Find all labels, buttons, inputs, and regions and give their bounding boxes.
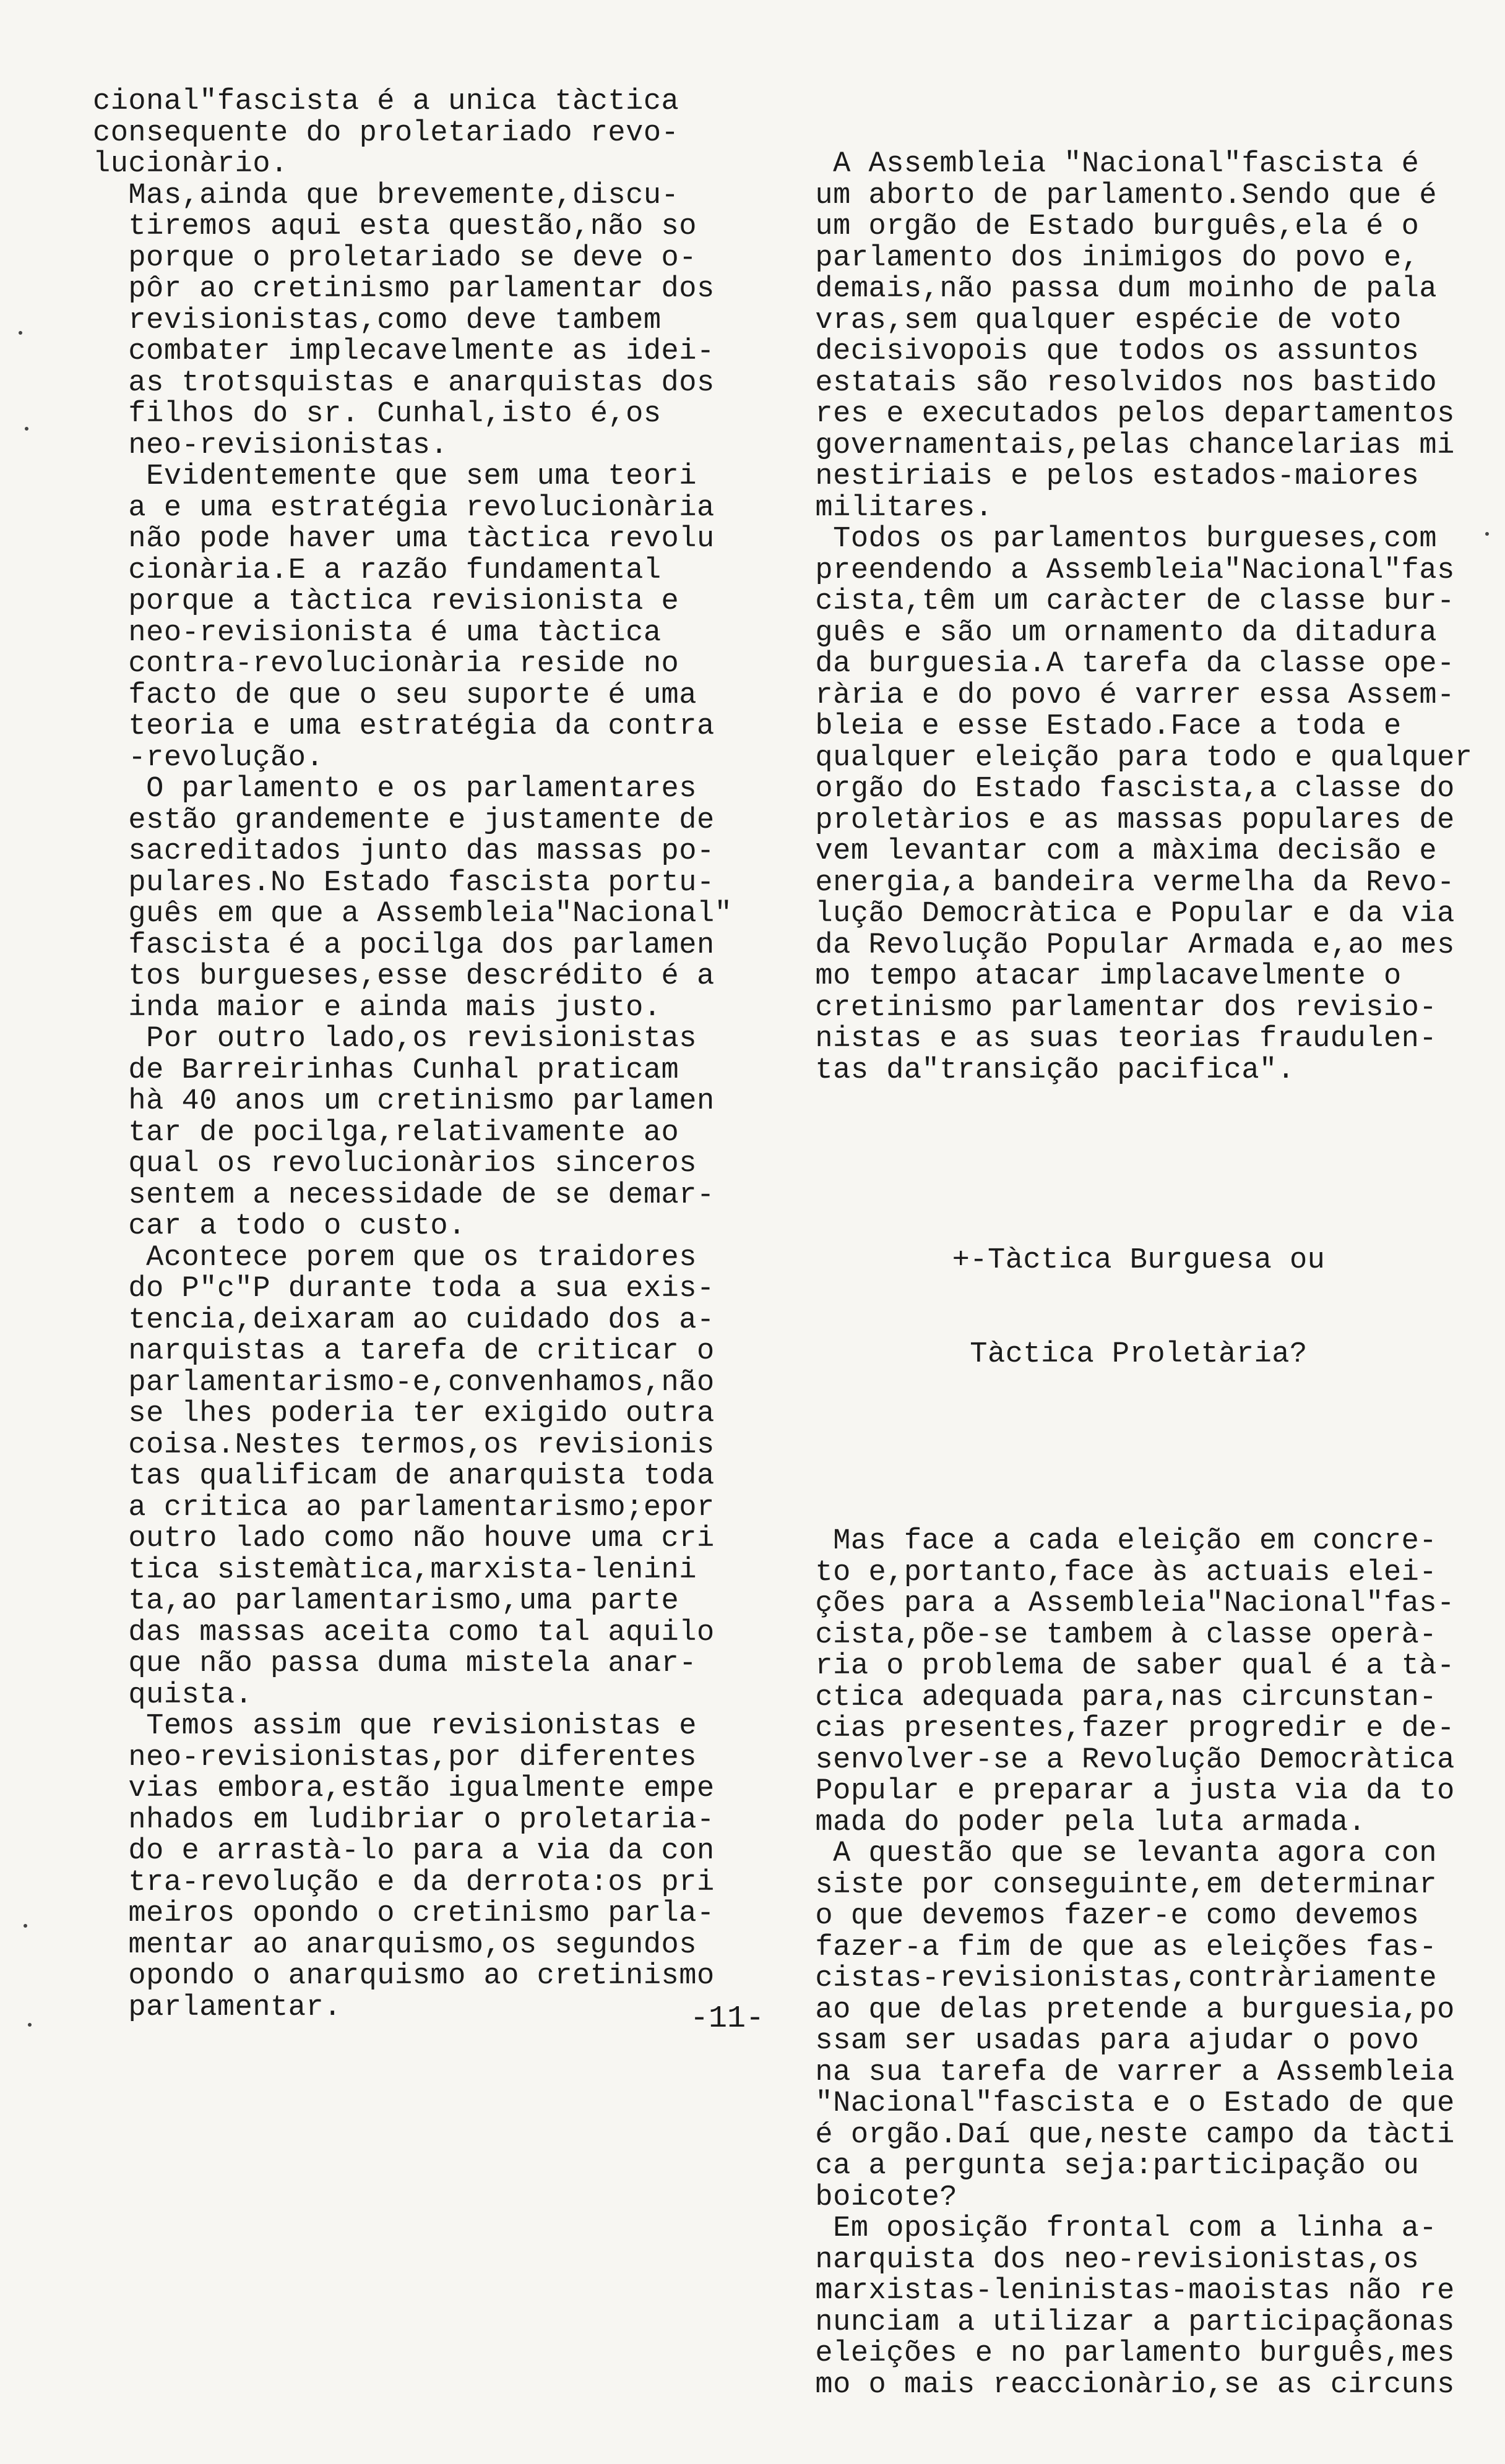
text-line: proletàrios e as massas populares de xyxy=(780,804,1455,837)
text-line: cistas-revisionistas,contràriamente xyxy=(780,1962,1438,1995)
text-line: rària e do povo é varrer essa Assem- xyxy=(780,679,1455,712)
text-line: a critica ao parlamentarismo;epor xyxy=(93,1491,715,1524)
text-line: Por outro lado,os revisionistas xyxy=(93,1023,697,1055)
text-line: vem levantar com a màxima decisão e xyxy=(780,835,1438,868)
print-speck xyxy=(1485,532,1489,536)
text-line: tas qualificam de anarquista toda xyxy=(93,1460,715,1493)
text-line: orgão do Estado fascista,a classe do xyxy=(780,773,1455,805)
text-line: mo o mais reaccionàrio,se as circuns xyxy=(780,2368,1455,2402)
text-line: Acontece porem que os traidores xyxy=(93,1241,697,1274)
text-line: que não passa duma mistela anar- xyxy=(93,1647,697,1680)
text-line: decisivopois que todos os assuntos xyxy=(780,335,1420,368)
text-line: outro lado como não houve uma cri xyxy=(93,1522,715,1555)
right-column-bottom-text xyxy=(780,1526,1498,2401)
text-line: do e arrastà-lo para a via da con xyxy=(93,1835,715,1868)
text-line: tar de pocilga,relativamente ao xyxy=(93,1116,679,1149)
text-line: neo-revisionistas. xyxy=(93,429,449,462)
text-line: porque o proletariado se deve o- xyxy=(93,241,697,275)
text-line: hà 40 anos um cretinismo parlamen xyxy=(93,1085,715,1118)
text-line: governamentais,pelas chancelarias mi xyxy=(780,429,1455,462)
text-line: neo-revisionista é uma tàctica xyxy=(93,616,662,650)
text-line: na sua tarefa de varrer a Assembleia xyxy=(780,2056,1455,2089)
text-line: guês e são um ornamento da ditadura xyxy=(780,616,1438,650)
text-line: lução Democràtica e Popular e da via xyxy=(780,898,1455,930)
text-line: sentem a necessidade de se demar- xyxy=(93,1178,715,1212)
text-line: bleia e esse Estado.Face a toda e xyxy=(780,710,1402,743)
text-line: "Nacional"fascista e o Estado de que xyxy=(780,2087,1455,2120)
text-line: pulares.No Estado fascista portu- xyxy=(93,866,715,899)
text-line: revisionistas,como deve tambem xyxy=(93,304,662,337)
page-number: -11- xyxy=(690,2001,765,2037)
right-column-top-text xyxy=(780,149,1498,1086)
text-line: pôr ao cretinismo parlamentar dos xyxy=(93,273,715,306)
text-line: as trotsquistas e anarquistas dos xyxy=(93,366,715,400)
text-line: do P"c"P durante toda a sua exis- xyxy=(93,1273,715,1305)
text-line: tos burgueses,esse descrédito é a xyxy=(93,960,715,993)
text-line: lucionàrio. xyxy=(93,148,288,181)
text-line: neo-revisionistas,por diferentes xyxy=(93,1741,697,1774)
text-line: ctica adequada para,nas circunstan- xyxy=(780,1681,1438,1714)
text-line: parlamentar. xyxy=(93,1991,342,2024)
text-line: inda maior e ainda mais justo. xyxy=(93,991,662,1024)
text-line: ca a pergunta seja:participação ou xyxy=(780,2150,1420,2183)
text-line: das massas aceita como tal aquilo xyxy=(93,1616,715,1649)
print-speck xyxy=(24,1924,27,1928)
text-line: da Revolução Popular Armada e,ao mes xyxy=(780,929,1455,962)
text-line: um aborto de parlamento.Sendo que é xyxy=(780,179,1438,212)
print-speck xyxy=(25,427,28,431)
text-line: mada do poder pela luta armada. xyxy=(780,1806,1366,1839)
print-speck xyxy=(19,331,22,335)
text-line: sacreditados junto das massas po- xyxy=(93,835,715,868)
text-line: ssam ser usadas para ajudar o povo xyxy=(780,2025,1420,2058)
text-line: tra-revolução e da derrota:os pri xyxy=(93,1866,715,1899)
text-line: ria o problema de saber qual é a tà- xyxy=(780,1650,1455,1683)
text-line: estatais são resolvidos nos bastido xyxy=(780,366,1438,400)
text-line: militares. xyxy=(780,491,993,525)
text-line: nestiriais e pelos estados-maiores xyxy=(780,460,1420,493)
text-line: porque a tàctica revisionista e xyxy=(93,585,679,618)
text-line: se lhes poderia ter exigido outra xyxy=(93,1397,715,1430)
text-line: tas da"transição pacifica". xyxy=(780,1054,1295,1087)
section-heading-line-2: Tàctica Proletària? xyxy=(970,1337,1308,1371)
text-line: A questão que se levanta agora con xyxy=(780,1837,1438,1870)
text-line: a e uma estratégia revolucionària xyxy=(93,491,715,525)
text-line: Temos assim que revisionistas e xyxy=(93,1710,697,1743)
text-line: Em oposição frontal com a linha a- xyxy=(780,2212,1438,2245)
text-line: teoria e uma estratégia da contra xyxy=(93,710,715,743)
text-line: narquistas a tarefa de criticar o xyxy=(93,1335,715,1368)
text-line: mentar ao anarquismo,os segundos xyxy=(93,1928,697,1962)
text-line: senvolver-se a Revolução Democràtica xyxy=(780,1743,1455,1777)
text-line: coisa.Nestes termos,os revisionis xyxy=(93,1428,715,1462)
text-line: ao que delas pretende a burguesia,po xyxy=(780,1993,1455,2027)
text-line: cretinismo parlamentar dos revisio- xyxy=(780,991,1438,1024)
text-line: parlamento dos inimigos do povo e, xyxy=(780,241,1420,275)
text-line: facto de que o seu suporte é uma xyxy=(93,679,697,712)
text-line: meiros opondo o cretinismo parla- xyxy=(93,1897,715,1930)
text-line: guês em que a Assembleia"Nacional" xyxy=(93,898,733,930)
text-line: marxistas-leninistas-maoistas não re xyxy=(780,2275,1455,2307)
text-line: filhos do sr. Cunhal,isto é,os xyxy=(93,398,662,431)
text-line: nunciam a utilizar a participaçãonas xyxy=(780,2306,1455,2339)
right-column xyxy=(780,87,1498,2463)
text-line: Popular e preparar a justa via da to xyxy=(780,1775,1455,1808)
text-line: preendendo a Assembleia"Nacional"fas xyxy=(780,554,1455,587)
text-line: vias embora,estão igualmente empe xyxy=(93,1772,715,1805)
left-column xyxy=(93,87,749,2024)
text-line: cional"fascista é a unica tàctica xyxy=(93,85,679,118)
text-line: tencia,deixaram ao cuidado dos a- xyxy=(93,1303,715,1337)
text-line: energia,a bandeira vermelha da Revo- xyxy=(780,866,1455,899)
text-line: de Barreirinhas Cunhal praticam xyxy=(93,1054,679,1087)
text-line: Todos os parlamentos burgueses,com xyxy=(780,523,1438,556)
text-line: vras,sem qualquer espécie de voto xyxy=(780,304,1402,337)
text-line: quista. xyxy=(93,1678,253,1712)
text-line: to e,portanto,face às actuais elei- xyxy=(780,1556,1438,1589)
text-line: um orgão de Estado burguês,ela é o xyxy=(780,210,1420,243)
text-line: combater implecavelmente as idei- xyxy=(93,335,715,368)
text-line: Evidentemente que sem uma teori xyxy=(93,460,697,493)
text-line: qual os revolucionàrios sinceros xyxy=(93,1148,697,1180)
text-line: demais,não passa dum moinho de pala xyxy=(780,273,1438,306)
text-line: narquista dos neo-revisionistas,os xyxy=(780,2243,1420,2277)
text-line: A Assembleia "Nacional"fascista é xyxy=(780,148,1420,181)
section-heading-line-1: +-Tàctica Burguesa ou xyxy=(952,1244,1326,1277)
text-line: eleições e no parlamento burguês,mes xyxy=(780,2337,1455,2370)
text-line: cista,põe-se tambem à classe operà- xyxy=(780,1618,1438,1652)
text-line: fascista é a pocilga dos parlamen xyxy=(93,929,715,962)
text-line: consequente do proletariado revo- xyxy=(93,116,679,150)
text-line: contra-revolucionària reside no xyxy=(93,648,679,680)
text-line: opondo o anarquismo ao cretinismo xyxy=(93,1960,715,1993)
text-line: res e executados pelos departamentos xyxy=(780,398,1455,431)
text-line: cias presentes,fazer progredir e de- xyxy=(780,1712,1455,1745)
text-line: cista,têm um caràcter de classe bur- xyxy=(780,585,1455,618)
text-line: estão grandemente e justamente de xyxy=(93,804,715,837)
text-line: da burguesia.A tarefa da classe ope- xyxy=(780,648,1455,680)
text-line: fazer-a fim de que as eleições fas- xyxy=(780,1931,1438,1964)
text-line: nhados em ludibriar o proletaria- xyxy=(93,1803,715,1837)
text-line: é orgão.Daí que,neste campo da tàcti xyxy=(780,2118,1455,2152)
print-speck xyxy=(28,2023,32,2027)
text-line: car a todo o custo. xyxy=(93,1210,466,1243)
text-line: cionària.E a razão fundamental xyxy=(93,554,662,587)
text-line: Mas face a cada eleição em concre- xyxy=(780,1525,1438,1558)
text-line: mo tempo atacar implacavelmente o xyxy=(780,960,1402,993)
text-line: parlamentarismo-e,convenhamos,não xyxy=(93,1366,715,1399)
text-line: qualquer eleição para todo e qualquer xyxy=(780,741,1473,775)
text-line: não pode haver uma tàctica revolu xyxy=(93,523,715,556)
text-line: O parlamento e os parlamentares xyxy=(93,773,697,805)
text-line: -revolução. xyxy=(93,741,324,775)
text-line: boicote? xyxy=(780,2181,958,2214)
text-line: ta,ao parlamentarismo,uma parte xyxy=(93,1585,679,1618)
text-line: siste por conseguinte,em determinar xyxy=(780,1868,1438,1902)
text-line: ções para a Assembleia"Nacional"fas- xyxy=(780,1587,1455,1620)
text-line: nistas e as suas teorias fraudulen- xyxy=(780,1023,1438,1055)
text-line: o que devemos fazer-e como devemos xyxy=(780,1900,1420,1933)
text-line: Mas,ainda que brevemente,discu- xyxy=(93,179,679,212)
text-line: tica sistemàtica,marxista-lenini xyxy=(93,1553,697,1587)
text-line: tiremos aqui esta questão,não so xyxy=(93,210,697,243)
